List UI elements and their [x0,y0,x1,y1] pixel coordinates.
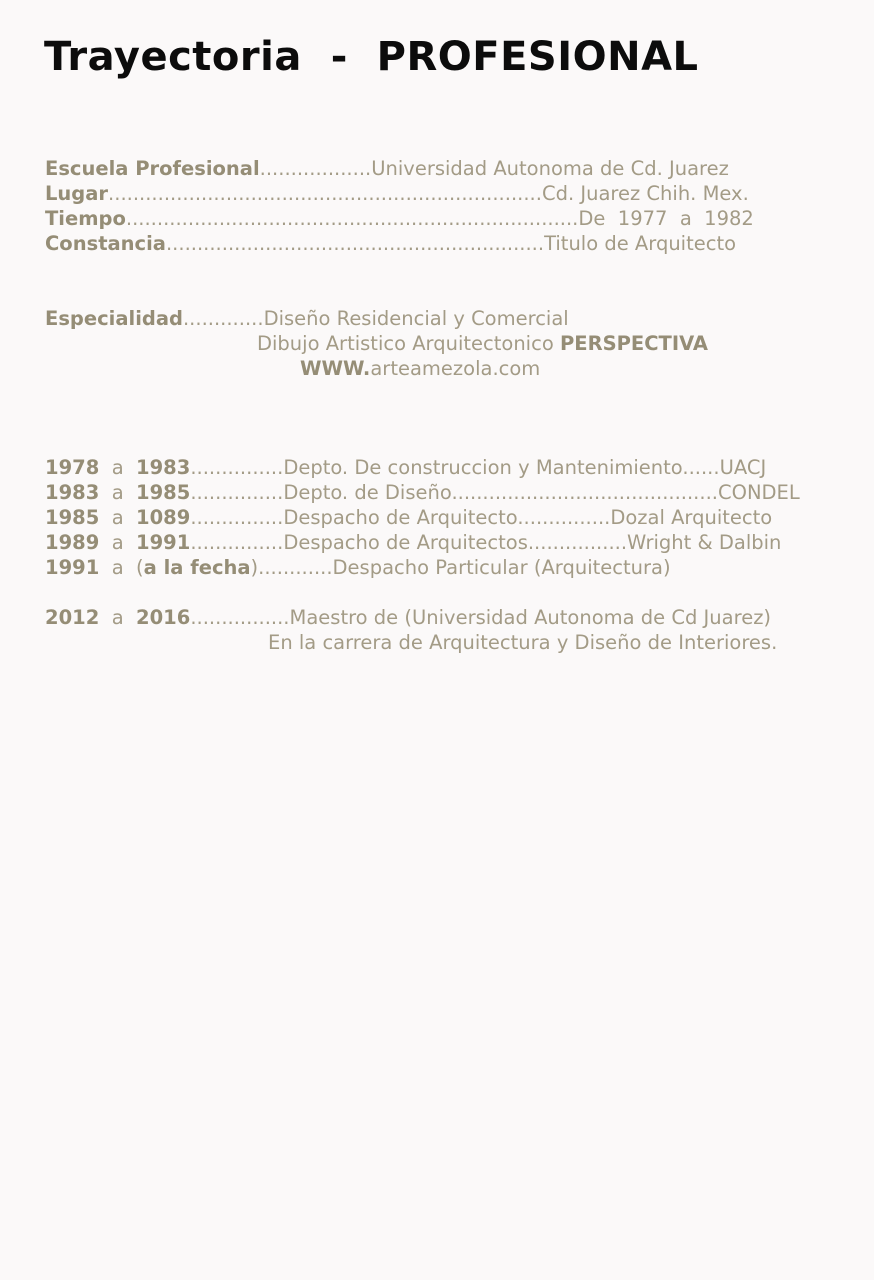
leader-dots: ............... [190,481,284,504]
title-part2: PROFESIONAL [376,34,699,80]
education-row-school [45,156,729,181]
year-sep: a [111,606,124,629]
experience-row [45,480,800,505]
education-label: Escuela Profesional [45,157,260,180]
specialty-line2 [257,331,708,356]
year-to: 2016 [136,606,191,629]
page-title [44,34,699,80]
leader-dots: ............... [190,531,284,554]
year-sep: a [111,531,124,554]
year-from: 1991 [45,556,100,579]
website-domain: arteamezola.com [370,357,541,380]
teaching-line2: En la carrera de Arquitectura y Diseño de Interiores. [268,631,778,654]
experience-text: Despacho de Arquitecto...............Dozal Arquitecto [283,506,773,529]
experience-row [45,505,772,530]
year-sep: a [111,481,124,504]
year-from: 1978 [45,456,100,479]
leader-dots: ............ [258,556,333,579]
leader-dots: ...................................................................... [108,182,542,205]
website-link[interactable] [300,356,540,381]
leader-dots: ................ [190,606,290,629]
title-separator: - [330,34,348,80]
leader-dots: ......................................................................... [125,207,579,230]
experience-text: Despacho de Arquitectos................Wright & Dalbin [283,531,782,554]
education-label: Constancia [45,232,166,255]
year-from: 1983 [45,481,100,504]
education-label: Lugar [45,182,109,205]
specialty-line2-text: Dibujo Artistico Arquitectonico [257,332,560,355]
education-value: Titulo de Arquitecto [544,232,737,255]
education-row-certificate [45,231,736,256]
year-sep: a [111,456,124,479]
education-label: Tiempo [45,207,126,230]
year-to: 1991 [136,531,191,554]
specialty-line2-bold: PERSPECTIVA [559,332,708,355]
specialty-line1: Diseño Residencial y Comercial [263,307,569,330]
year-sep: a [111,506,124,529]
specialty-label: Especialidad [45,307,183,330]
paren-close: ) [250,556,259,579]
year-from: 1985 [45,506,100,529]
leader-dots: ............... [190,506,284,529]
leader-dots: ............................................................. [165,232,545,255]
year-sep: a [111,556,124,579]
experience-text: Depto. de Diseño...........................................CONDEL [283,481,800,504]
website-prefix: WWW. [300,357,371,380]
education-value: Cd. Juarez Chih. Mex. [541,182,749,205]
experience-row-current [45,555,671,580]
experience-text: Despacho Particular (Arquitectura) [332,556,671,579]
year-from: 2012 [45,606,100,629]
leader-dots: .................. [259,157,372,180]
education-value: De 1977 a 1982 [578,207,754,230]
year-to: 1089 [136,506,191,529]
teaching-line1: Maestro de (Universidad Autonoma de Cd Juarez) [289,606,772,629]
year-to: 1985 [136,481,191,504]
year-to: 1983 [136,456,191,479]
paren-open: ( [136,556,144,579]
experience-row [45,455,766,480]
specialty-row [45,306,569,331]
education-row-place [45,181,749,206]
teaching-row [45,605,771,630]
year-from: 1989 [45,531,100,554]
education-row-time [45,206,754,231]
title-part1: Trayectoria [44,34,302,80]
leader-dots: ............. [182,307,264,330]
experience-text: Depto. De construccion y Mantenimiento......UACJ [283,456,767,479]
education-value: Universidad Autonoma de Cd. Juarez [371,157,729,180]
year-to: a la fecha [143,556,251,579]
leader-dots: ............... [190,456,284,479]
experience-row [45,530,781,555]
